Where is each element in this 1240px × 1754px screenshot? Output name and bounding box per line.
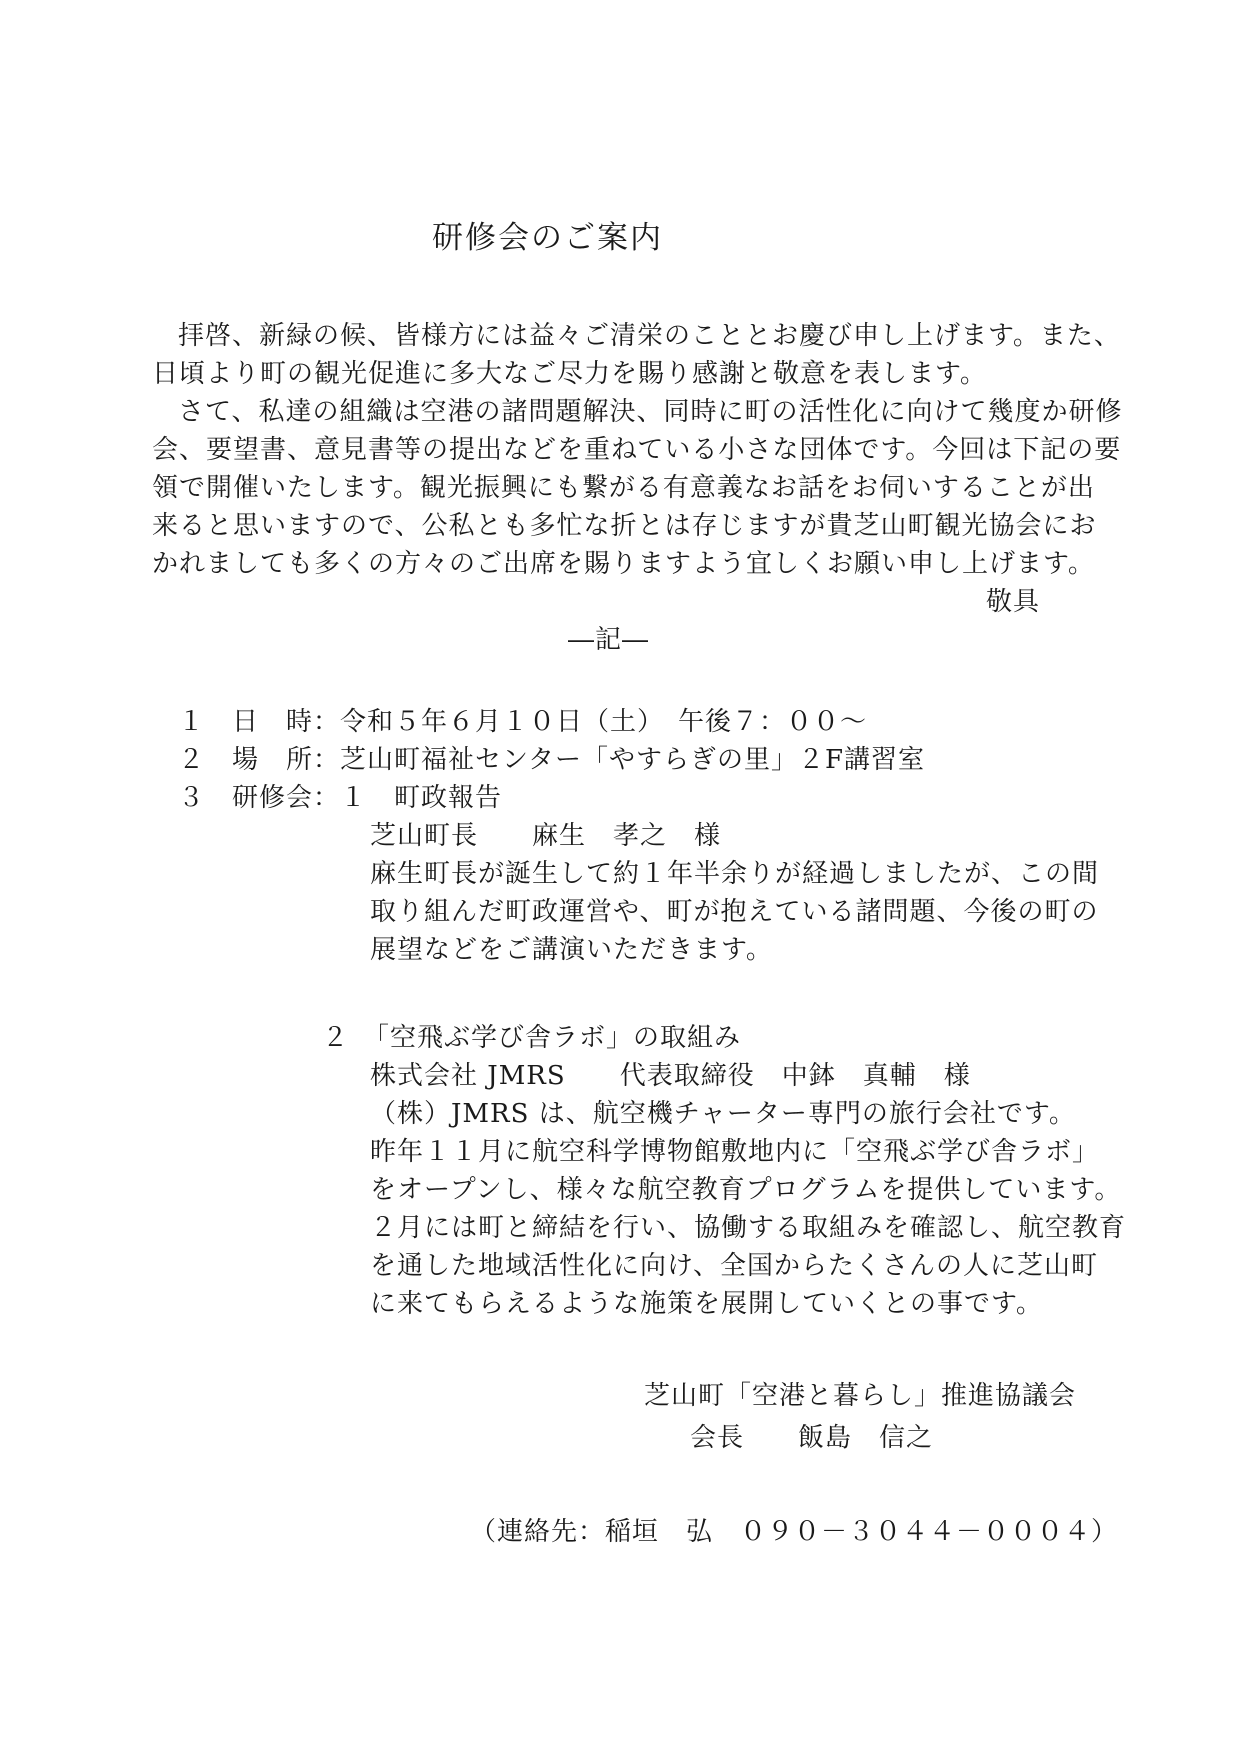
greeting-p2-line3: 領で開催いたします。観光振興にも繋がる有意義なお話をお伺いすることが出 [152, 473, 1095, 503]
talk1-desc-line2: 取り組んだ町政運営や、町が抱えている諸問題、今後の町の [370, 897, 1099, 927]
greeting-p1-line2: 日頃より町の観光促進に多大なご尽力を賜り感謝と敬意を表します。 [152, 359, 987, 389]
talk2-speaker: 株式会社 JMRS 代表取締役 中鉢 真輔 様 [370, 1061, 971, 1091]
item-place: ２ 場 所：芝山町福祉センター「やすらぎの里」２F講習室 [178, 745, 926, 775]
talk2-desc-line3: をオープンし、様々な航空教育プログラムを提供しています。 [370, 1175, 1122, 1205]
talk1-desc-line1: 麻生町長が誕生して約１年半余りが経過しましたが、この間 [370, 859, 1100, 889]
closing-keigu: 敬具 [985, 587, 1040, 617]
item-seminar-heading: ３ 研修会：１ 町政報告 [178, 783, 503, 813]
talk2-desc-line1: （株）JMRS は、航空機チャーター専門の旅行会社です。 [370, 1099, 1076, 1129]
talk2-desc-line2: 昨年１１月に航空科学博物館敷地内に「空飛ぶ学び舎ラボ」 [370, 1137, 1100, 1167]
talk2-desc-line5: を通した地域活性化に向け、全国からたくさんの人に芝山町 [370, 1251, 1098, 1281]
greeting-p2-line1: さて、私達の組織は空港の諸問題解決、同時に町の活性化に向けて幾度か研修 [178, 397, 1123, 427]
contact-info: （連絡先：稲垣 弘 ０９０－３０４４－０００４） [470, 1517, 1119, 1547]
talk1-desc-line3: 展望などをご講演いただきます。 [370, 935, 773, 965]
greeting-p1-line1: 拝啓、新緑の候、皆様方には益々ご清栄のこととお慶び申し上げます。また、 [178, 321, 1121, 351]
talk2-desc-line4: ２月には町と締結を行い、協働する取組みを確認し、航空教育 [370, 1213, 1127, 1243]
talk2-heading: ２ 「空飛ぶ学び舎ラボ」の取組み [322, 1023, 742, 1053]
signature-name: 会長 飯島 信之 [690, 1423, 934, 1453]
greeting-p2-line5: かれましても多くの方々のご出席を賜りますよう宜しくお願い申し上げます。 [152, 549, 1095, 579]
talk2-desc-line6: に来てもらえるような施策を展開していくとの事です。 [370, 1289, 1043, 1319]
greeting-p2-line4: 来ると思いますので、公私とも多忙な折とは存じますが貴芝山町観光協会にお [152, 511, 1097, 541]
talk1-speaker: 芝山町長 麻生 孝之 様 [370, 821, 722, 851]
signature-organization: 芝山町「空港と暮らし」推進協議会 [644, 1381, 1077, 1411]
document-title: 研修会のご案内 [432, 220, 663, 256]
ki-heading: ―記― [568, 625, 650, 655]
item-date: １ 日 時：令和５年６月１０日（土） 午後７：００～ [178, 707, 868, 737]
greeting-p2-line2: 会、要望書、意見書等の提出などを重ねている小さな団体です。今回は下記の要 [152, 435, 1122, 465]
